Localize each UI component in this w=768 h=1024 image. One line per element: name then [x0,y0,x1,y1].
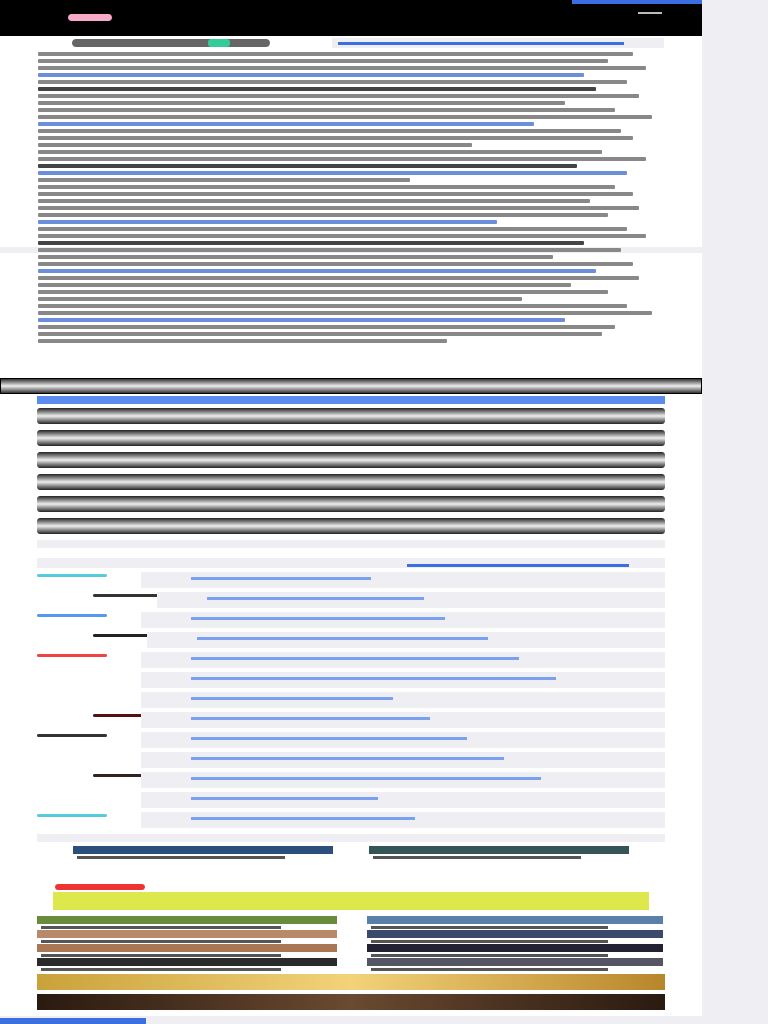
article-text-line [38,129,621,133]
menu-icon[interactable] [638,12,662,14]
comment-author-link[interactable] [191,817,415,820]
article-text-line [38,192,633,196]
article-text-line [38,185,615,189]
related-list-item[interactable] [37,474,665,490]
comment-item[interactable] [37,792,665,808]
related-list-item[interactable] [37,430,665,446]
article-text-line [38,101,565,105]
article-text-line [38,213,608,217]
article-text-line [38,276,639,280]
related-title-line[interactable] [373,856,581,859]
article-text-line [38,171,627,175]
comment-bubble [141,772,665,788]
comment-bubble [141,672,665,688]
related-thumbnail[interactable] [369,846,629,854]
featured-image[interactable] [37,994,665,1010]
related-list-item[interactable] [37,518,665,534]
comment-avatar[interactable] [37,574,107,577]
header-pill[interactable] [68,14,112,21]
comment-avatar[interactable] [37,814,107,817]
article-text-line [38,52,633,56]
article-text-line [38,178,410,182]
article-text-line [38,150,602,154]
article-text-line [38,94,639,98]
comment-item[interactable] [37,572,665,588]
comment-bubble [141,812,665,828]
article-text-line [38,234,646,238]
comment-bubble [141,612,665,628]
right-rail [702,0,768,1024]
comment-author-link[interactable] [197,637,488,640]
article-text-line [38,157,646,161]
related-title-line[interactable] [41,940,281,943]
related-list-item[interactable] [37,496,665,512]
bottom-bar [0,1016,702,1024]
comment-item[interactable] [37,692,665,708]
article-text-line [38,220,497,224]
related-title-line[interactable] [41,968,281,971]
article-text-line [38,339,447,343]
comment-bubble [147,632,665,648]
comment-author-link[interactable] [191,777,541,780]
article-text-line [38,325,615,329]
comment-item[interactable] [37,632,665,648]
comment-bubble [157,592,665,608]
related-title-line[interactable] [371,940,608,943]
related-thumbnail[interactable] [367,944,663,952]
search-box-underline [338,42,624,45]
related-thumbnail[interactable] [367,930,663,938]
related-title-line[interactable] [371,954,608,957]
comment-avatar[interactable] [93,594,163,597]
comment-avatar[interactable] [37,654,107,657]
article-text-line [38,59,608,63]
article-text-line [38,87,596,91]
article-text-line [38,136,633,140]
ad-badge [55,884,145,890]
comment-item[interactable] [37,812,665,828]
article-text-line [38,108,615,112]
related-list [37,396,665,548]
comments-footer[interactable] [37,834,665,842]
article-text-line [38,318,565,322]
share-bar[interactable] [72,39,270,47]
article-text-line [38,164,577,168]
comment-author-link[interactable] [191,717,430,720]
comment-bubble [141,792,665,808]
related-list-item[interactable] [37,452,665,468]
comment-bubble [141,712,665,728]
comment-item[interactable] [37,732,665,748]
comment-avatar[interactable] [37,614,107,617]
article-text-line [38,206,639,210]
comment-author-link[interactable] [191,697,393,700]
related-list-item[interactable] [37,408,665,424]
featured-image[interactable] [37,974,665,990]
article-text-line [38,199,590,203]
related-thumbnail[interactable] [367,958,663,966]
article-text-line [38,241,584,245]
comment-bubble [141,572,665,588]
comment-author-link[interactable] [191,657,519,660]
header-accent-strip [572,0,702,4]
comment-item[interactable] [37,672,665,688]
comment-author-link[interactable] [191,617,445,620]
article-text-line [38,122,534,126]
related-thumbnail[interactable] [37,944,337,952]
comment-bubble [141,752,665,768]
article-text-line [38,311,652,315]
article-text-line [38,73,584,77]
article-body [38,52,658,377]
comments-section [37,558,665,838]
article-text-line [38,297,522,301]
comment-avatar[interactable] [37,734,107,737]
article-text-line [38,115,652,119]
comments-heading [37,558,665,568]
comment-author-link[interactable] [191,577,371,580]
article-text-line [38,80,627,84]
related-title-line[interactable] [371,926,608,929]
article-text-line [38,269,596,273]
comment-item[interactable] [37,652,665,668]
comment-item[interactable] [37,612,665,628]
section-banner [0,378,702,394]
comment-item[interactable] [37,712,665,728]
site-header [0,0,702,36]
article-text-line [38,248,621,252]
comment-author-link[interactable] [207,597,424,600]
ad-banner[interactable] [53,892,649,910]
related-thumbnail[interactable] [367,916,663,924]
article-text-line [38,143,472,147]
related-title-line[interactable] [371,968,608,971]
article-text-line [38,255,553,259]
comment-author-link[interactable] [191,677,556,680]
article-text-line [38,332,602,336]
toolbar [0,36,702,50]
related-list-heading [37,396,665,404]
related-title-line[interactable] [77,856,285,859]
related-thumbnail[interactable] [37,930,337,938]
article-text-line [38,66,646,70]
article-text-line [38,262,633,266]
article-text-line [38,283,571,287]
comment-bubble [141,652,665,668]
related-thumbnail[interactable] [73,846,333,854]
article-text-line [38,304,627,308]
comment-bubble [141,732,665,748]
related-articles [37,846,665,1024]
related-title-line[interactable] [41,954,281,957]
comment-author-link[interactable] [191,737,467,740]
comments-heading-underline [407,564,629,567]
related-thumbnail[interactable] [37,958,337,966]
comment-author-link[interactable] [191,797,378,800]
share-button[interactable] [208,39,230,47]
comment-item[interactable] [37,752,665,768]
related-title-line[interactable] [41,926,281,929]
comment-item[interactable] [37,592,665,608]
comment-item[interactable] [37,772,665,788]
related-list-footer[interactable] [37,540,665,548]
related-thumbnail[interactable] [37,916,337,924]
comment-bubble [141,692,665,708]
article-text-line [38,227,627,231]
bottom-bar-accent [0,1018,146,1024]
comment-author-link[interactable] [191,757,504,760]
article-text-line [38,290,608,294]
